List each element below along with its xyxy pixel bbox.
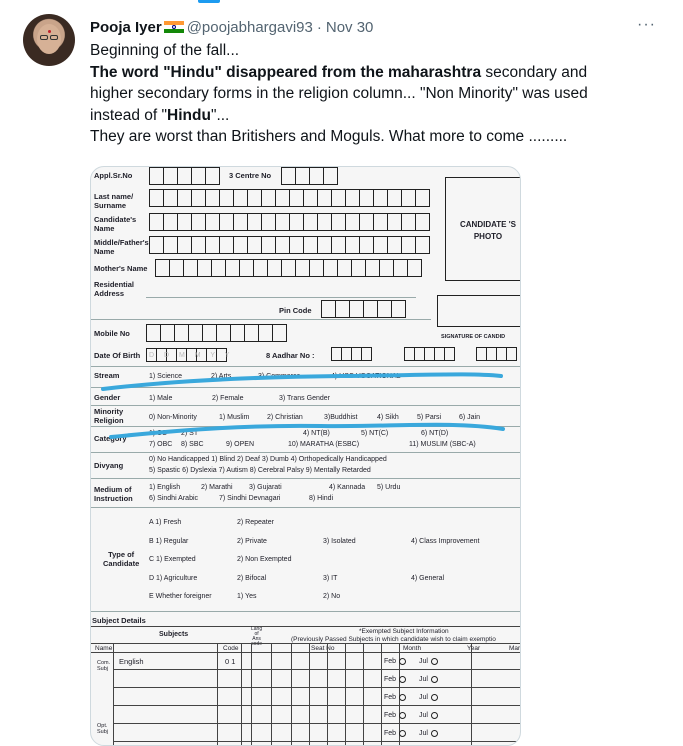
type-option: C 1) Exempted [149, 556, 196, 563]
tweet-line-2-rest: secondary and [481, 63, 588, 81]
india-flag-icon [164, 21, 184, 34]
lang-header: Lang of Ans code [251, 626, 263, 647]
dob-placeholder: D D M M Y Y [149, 352, 234, 359]
category-ntb: 4) NT(B) [303, 430, 330, 437]
category-sc: 1) SC [149, 430, 167, 437]
type-option: 3) Isolated [323, 537, 356, 545]
stream-opt-1: 1) Science [149, 373, 183, 380]
jul-label: Jul [419, 676, 428, 683]
medium-english: 1) English [149, 484, 181, 491]
minority-opt-4: 4) Sikh [377, 414, 399, 421]
minority-opt-3: 3)Buddhist [324, 414, 358, 421]
feb-label: Feb [384, 676, 397, 683]
candidate-name-label: Candidate's Name [94, 215, 137, 233]
residential-label: Residential Address [94, 280, 135, 298]
mobile-label: Mobile No [94, 329, 130, 338]
subjects-header: Subjects [159, 631, 189, 638]
month-header: Month [403, 645, 422, 652]
centre-no-label: 3 Centre No [229, 171, 272, 180]
category-open: 9) OPEN [226, 441, 255, 448]
tweet-line-3: higher secondary forms in the religion column... "Non Minority" was used [90, 85, 588, 102]
exempted-header: *Exempted Subject Information [359, 628, 449, 635]
type-option: 1) Yes [237, 593, 257, 600]
tweet-line-4 [90, 105, 660, 127]
gender-label: Gender [94, 393, 121, 402]
separator-dot: · [316, 18, 322, 36]
blue-highlight-stroke-2 [111, 425, 503, 437]
more-icon[interactable]: ··· [637, 16, 656, 33]
minority-religion-label: Minority Religion [94, 407, 124, 425]
type-option: D 1) Agriculture [149, 574, 198, 582]
gender-opt-2: 2) Female [212, 395, 244, 402]
bold-hindu: Hindu [167, 106, 211, 124]
jul-label: Jul [419, 712, 428, 719]
signature-label: SIGNATURE OF CANDID [441, 334, 506, 340]
jul-label: Jul [419, 694, 428, 701]
feb-label: Feb [384, 658, 397, 665]
tweet-text [90, 40, 660, 148]
tweet-line-4-post: "... [210, 106, 230, 124]
medium-urdu: 5) Urdu [377, 484, 401, 491]
category-ntc: 5) NT(C) [361, 430, 389, 437]
type-option: 2) Repeater [237, 519, 274, 526]
pin-code-label: Pin Code [279, 306, 312, 315]
minority-opt-6: 6) Jain [459, 414, 481, 421]
stream-opt-2: 2) Arts [211, 373, 232, 380]
name-header: Name [95, 645, 113, 652]
type-option: 2) No [323, 593, 341, 600]
type-option: E Whether foreigner [149, 593, 212, 600]
medium-sindhi-arabic: 6) Sindhi Arabic [149, 495, 199, 502]
medium-label: Medium of Instruction [94, 485, 133, 503]
minority-opt-5: 5) Parsi [417, 414, 442, 421]
medium-sindhi-devnagari: 7) Sindhi Devnagari [219, 495, 281, 502]
blue-highlight-stroke-1 [103, 374, 501, 389]
tweet-line-2 [90, 62, 660, 84]
com-subj-label: Com. Subj [97, 660, 111, 672]
type-option: 3) IT [323, 574, 338, 582]
candidate-photo-label: CANDIDATE 'S PHOTO [460, 220, 516, 241]
divyang-row-2: 5) Spastic 6) Dyslexia 7) Autism 8) Cerebral Palsy 9) Mentally Retarded [149, 467, 371, 474]
appl-sr-label: Appl.Sr.No [94, 171, 133, 180]
mother-name-label: Mother's Name [94, 264, 148, 273]
tweet-header [90, 17, 373, 37]
stream-opt-3: 3) Commerce [258, 373, 301, 380]
medium-marathi: 2) Marathi [201, 484, 233, 491]
minority-opt-0: 0) Non-Minority [149, 414, 197, 421]
tweet-date[interactable]: Nov 30 [325, 18, 374, 36]
type-option: 4) Class Improvement [411, 537, 480, 545]
medium-kannada: 4) Kannada [329, 484, 366, 491]
type-of-candidate-label: Type of Candidate [103, 550, 140, 568]
category-muslim: 11) MUSLIM (SBC-A) [409, 441, 476, 448]
feb-label: Feb [384, 694, 397, 701]
jul-label: Jul [419, 658, 428, 665]
stream-label: Stream [94, 371, 120, 380]
type-option: B 1) Regular [149, 537, 189, 545]
avatar[interactable] [23, 14, 75, 66]
author-name[interactable]: Pooja Iyer [90, 18, 162, 36]
exam-form-document [91, 167, 520, 745]
bold-phrase: The word "Hindu" disappeared from the maharashtra [90, 63, 482, 81]
type-option: 2) Private [237, 537, 267, 545]
minority-opt-2: 2) Christian [267, 414, 303, 421]
divyang-label: Divyang [94, 461, 124, 470]
minority-opt-1: 1) Muslim [219, 414, 250, 421]
blue-highlight-marks [91, 167, 521, 746]
category-label: Category [94, 434, 127, 443]
exempted-subheader: (Previously Passed Subjects in which candidate wish to claim exemptio [291, 636, 496, 643]
tweet-image[interactable] [90, 166, 521, 746]
tweet-line-1: Beginning of the fall... [90, 42, 240, 59]
type-option: 2) Bifocal [237, 574, 267, 582]
medium-gujarati: 3) Gujarati [249, 484, 282, 491]
category-st: 2) ST [181, 430, 199, 437]
type-option: A 1) Fresh [149, 519, 182, 526]
jul-label: Jul [419, 730, 428, 737]
english-code: 0 1 [225, 657, 236, 666]
tweet-line-4-pre: instead of " [90, 106, 168, 124]
type-option: 4) General [411, 574, 445, 582]
gender-opt-3: 3) Trans Gender [279, 395, 330, 402]
feb-label: Feb [384, 730, 397, 737]
medium-hindi: 8) Hindi [309, 495, 334, 502]
type-option: 2) Non Exempted [237, 556, 292, 563]
subject-details-label: Subject Details [92, 616, 146, 625]
stream-opt-4: 4) HSC VOCATIONAL [331, 373, 401, 380]
middle-name-label: Middle/Father's Name [94, 238, 149, 256]
mar-header: Mar [509, 645, 521, 652]
english-subject: English [119, 657, 144, 666]
divyang-row-1: 0) No Handicapped 1) Blind 2) Deaf 3) Dumb 4) Orthopedically Handicapped [149, 456, 387, 463]
year-header: Year [467, 645, 481, 652]
author-handle[interactable]: @poojabhargavi93 [186, 18, 313, 36]
gender-opt-1: 1) Male [149, 395, 173, 402]
last-name-label: Last name/ Surname [94, 192, 134, 210]
aadhar-label: 8 Aadhar No : [266, 351, 315, 360]
dob-label: Date Of Birth [94, 351, 141, 360]
category-obc: 7) OBC [149, 441, 173, 448]
tweet-line-5: They are worst than Britishers and Moguls. What more to come ......... [90, 128, 568, 145]
category-ntd: 6) NT(D) [421, 430, 449, 437]
opt-subj-label: Opt. Subj [97, 723, 109, 735]
code-header: Code [223, 645, 239, 652]
feb-label: Feb [384, 712, 397, 719]
seat-no-header: Seat No [311, 645, 335, 652]
category-maratha: 10) MARATHA (ESBC) [288, 441, 360, 448]
category-sbc: 8) SBC [181, 441, 204, 448]
